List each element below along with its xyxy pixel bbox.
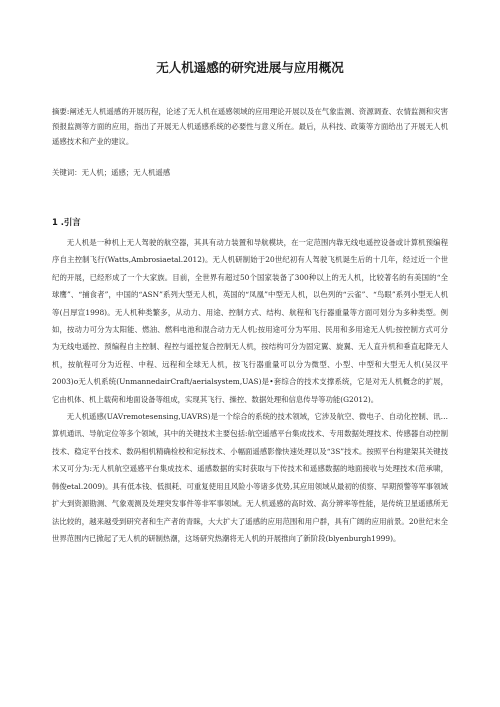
keywords: 关键词：无人机；遥感；无人机遥感 [52, 168, 171, 177]
abstract: 摘要:阐述无人机遥感的开展历程，论述了无人机在遥感领域的应用理论开展以及在气象监测、资源调查、农情监测和灾害预报监测等方面的应用，指出了开展无人机遥感系统的必要性与意义所在。最后，从科技、政策等方面给出了开展无人机遥感技术和产业的建议。 [52, 107, 448, 146]
paragraph-1: 无人机是一种机上无人驾驶的航空器，其具有动力装置和导航模块，在一定范围内靠无线电遥控设备或计算机预编程序自主控制飞行(Watts,Ambrosiaetal.2012)。无人机研制始于20世纪初有人驾驶飞机诞生后的十几年，经过近一个世纪的开展，已经形成了一个大家族。目前，全世界有超过50个国家装备了300种以上的无人机，比较著名的有美国的“全球鹰”、“捕食者”，中国的“ASN”系列大型无人机，英国的“凤凰”中型无人机，以色列的“云雀”、“鸟眼”系列小型无人机等(吕厚宣1998)。无人机种类繁多，从动力、用途、控制方式、结构、航程和飞行器重量等方面可划分为多种类型。例如，按动力可分为太阳能、燃油、燃料电池和混合动力无人机;按用途可分为军用、民用和多用途无人机;按控制方式可分为无线电遥控、预编程自主控制、程控与遥控复合控制无人机，按结构可分为固定翼、旋翼、无人直升机和垂直起降无人机，按航程可分为近程、中程、远程和全球无人机，按飞行器重量可以分为微型、小型、中型和大型无人机(吴汉平2003)o无人机系统(UnmannedairCraft/aerialsystem,UAS)是•套综合的技术支撑系统，它是对无人机概念的扩展，它由机体、机上载荷和地面设备等组成，实现其飞行、操控、数据处理和信息传导等功能(G2012)。 [52, 238, 448, 404]
paper-title: 无人机遥感的研究进展与应用概况 [156, 60, 344, 75]
section-heading-introduction: 1 .引言 [52, 217, 81, 227]
paragraph-2: 无人机遥感(UAVremotesensing,UAVRS)是一个综合的系统的技术领域，它涉及航空、微电子、自动化控制、讯…算机通讯、导航定位等多个领域，其中的关键技术主要包括:航空遥感平台集成技术、专用数据处理技术、传感器自动控制技术、稳定平台技术、数码相机精确检校和定标技术、小幅面遥感影像快速处理以及“3S”技术。按照平台构建架其关键技术又可分为:无人机航空遥感平台集成技术、遥感数据的实时获取与下传技术和遥感数据的地面接收与处理技术(范承啸，韩俊etal.2009)。具有低本钱、低损耗、可重复使用且风险小等诸多优势,其应用领域从最初的侦察、早期预警等军事领域扩大到资源勘测、气象观测及处理突发事件等非军事领域。无人机遥感的高时效、高分辨率等性能，是传统卫星遥感所无法比较的，越来越受到研究者和生产者的青睐，大大扩大了遥感的应用范围和用户群，具有广阔的应用前景。20世纪末全世界范围内已掀起了无人机的研制热潮，这场研究热潮将无人机的开展推向了新阶段(blyenburgh1999)。 [52, 412, 448, 543]
